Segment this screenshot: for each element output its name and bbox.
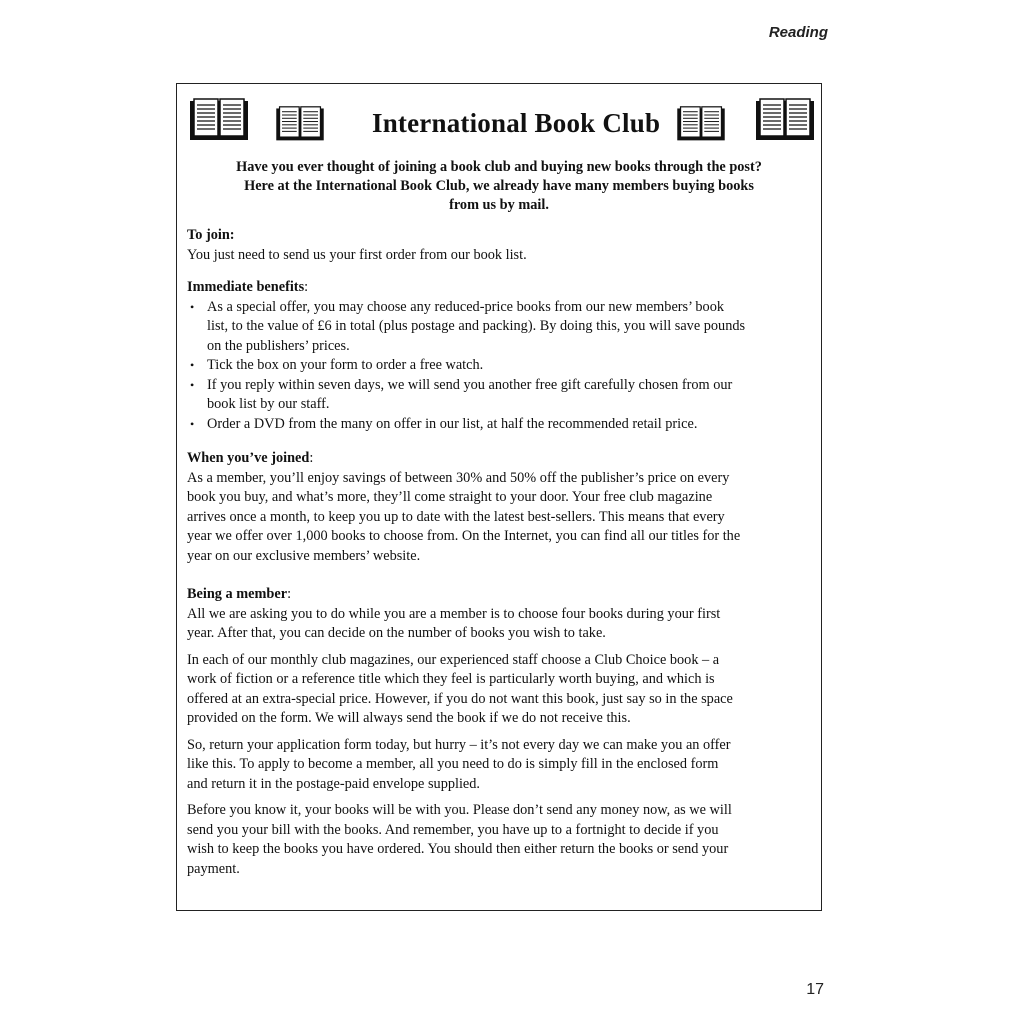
paragraph: So, return your application form today, but hurry – it’s not every day we can make you an offer like this. To apply to become a member, all you need to do is simply fill in the enclosed form and return it in the postage-paid envelope supplied. bbox=[187, 736, 731, 792]
paragraph: Before you know it, your books will be with you. Please don’t send any money now, as we will send you your bill with the books. And remember, you have up to a fortnight to decide if you wish to keep the books you have ordered. You should then either return the books or send your payment. bbox=[187, 802, 732, 877]
benefits-list bbox=[187, 298, 821, 435]
open-book-icon bbox=[275, 106, 325, 142]
open-book-icon bbox=[189, 98, 249, 142]
article-box bbox=[176, 83, 822, 911]
page-number: 17 bbox=[806, 981, 824, 998]
section-body: You just need to send us your first order from our book list. bbox=[187, 246, 527, 263]
list-item: • Tick the box on your form to order a free watch. bbox=[190, 357, 484, 373]
article-title: International Book Club bbox=[372, 108, 661, 138]
running-head: Reading bbox=[768, 24, 828, 41]
intro-line: Here at the International Book Club, we already have many members buying books bbox=[244, 178, 754, 194]
paragraph: In each of our monthly club magazines, our experienced staff choose a Club Choice book – a work of fiction or a reference title which they feel is particularly worth buying, and which is offered at an extra-special price. However, if you do not want this book, just say so in the space provided on the form. We will always send the book if we do not receive this. bbox=[187, 651, 733, 726]
intro-line: from us by mail. bbox=[449, 197, 549, 213]
paragraph: All we are asking you to do while you are a member is to choose four books during your first year. After that, you can decide on the number of books you wish to take. bbox=[187, 605, 721, 641]
list-item: • If you reply within seven days, we will send you another free gift carefully chosen from our book list by our staff. bbox=[190, 376, 733, 412]
intro-line: Have you ever thought of joining a book club and buying new books through the post? bbox=[236, 159, 762, 175]
intro-text bbox=[187, 158, 821, 215]
section-joined: When you’ve joined: As a member, you’ll enjoy savings of between 30% and 50% off the publisher’s price on every book you buy, and what’s more, they’ll come straight to your door. Your free club magazine arrives once a month, to keep you up to date with the latest best-sellers. This means that every year we offer over 1,000 books to choose from. On the Internet, you can find all our titles for the year on our exclusive members’ website. bbox=[187, 449, 821, 566]
section-benefits bbox=[187, 278, 821, 434]
section-member bbox=[187, 585, 821, 879]
title-row bbox=[187, 94, 821, 158]
section-heading: Immediate benefits: bbox=[187, 279, 309, 295]
section-heading: When you’ve joined: bbox=[187, 450, 314, 466]
section-heading: To join: bbox=[187, 227, 235, 243]
open-book-icon bbox=[676, 106, 726, 142]
section-to-join bbox=[187, 226, 821, 265]
list-item: • As a special offer, you may choose any reduced-price books from our new members’ book list, to the value of £6 in total (plus postage and packing). By doing this, you will save pounds on the publishers’ prices. bbox=[190, 298, 746, 354]
open-book-icon bbox=[755, 98, 815, 142]
list-item: • Order a DVD from the many on offer in our list, at half the recommended retail price. bbox=[190, 415, 698, 432]
section-heading: Being a member: bbox=[187, 586, 292, 602]
